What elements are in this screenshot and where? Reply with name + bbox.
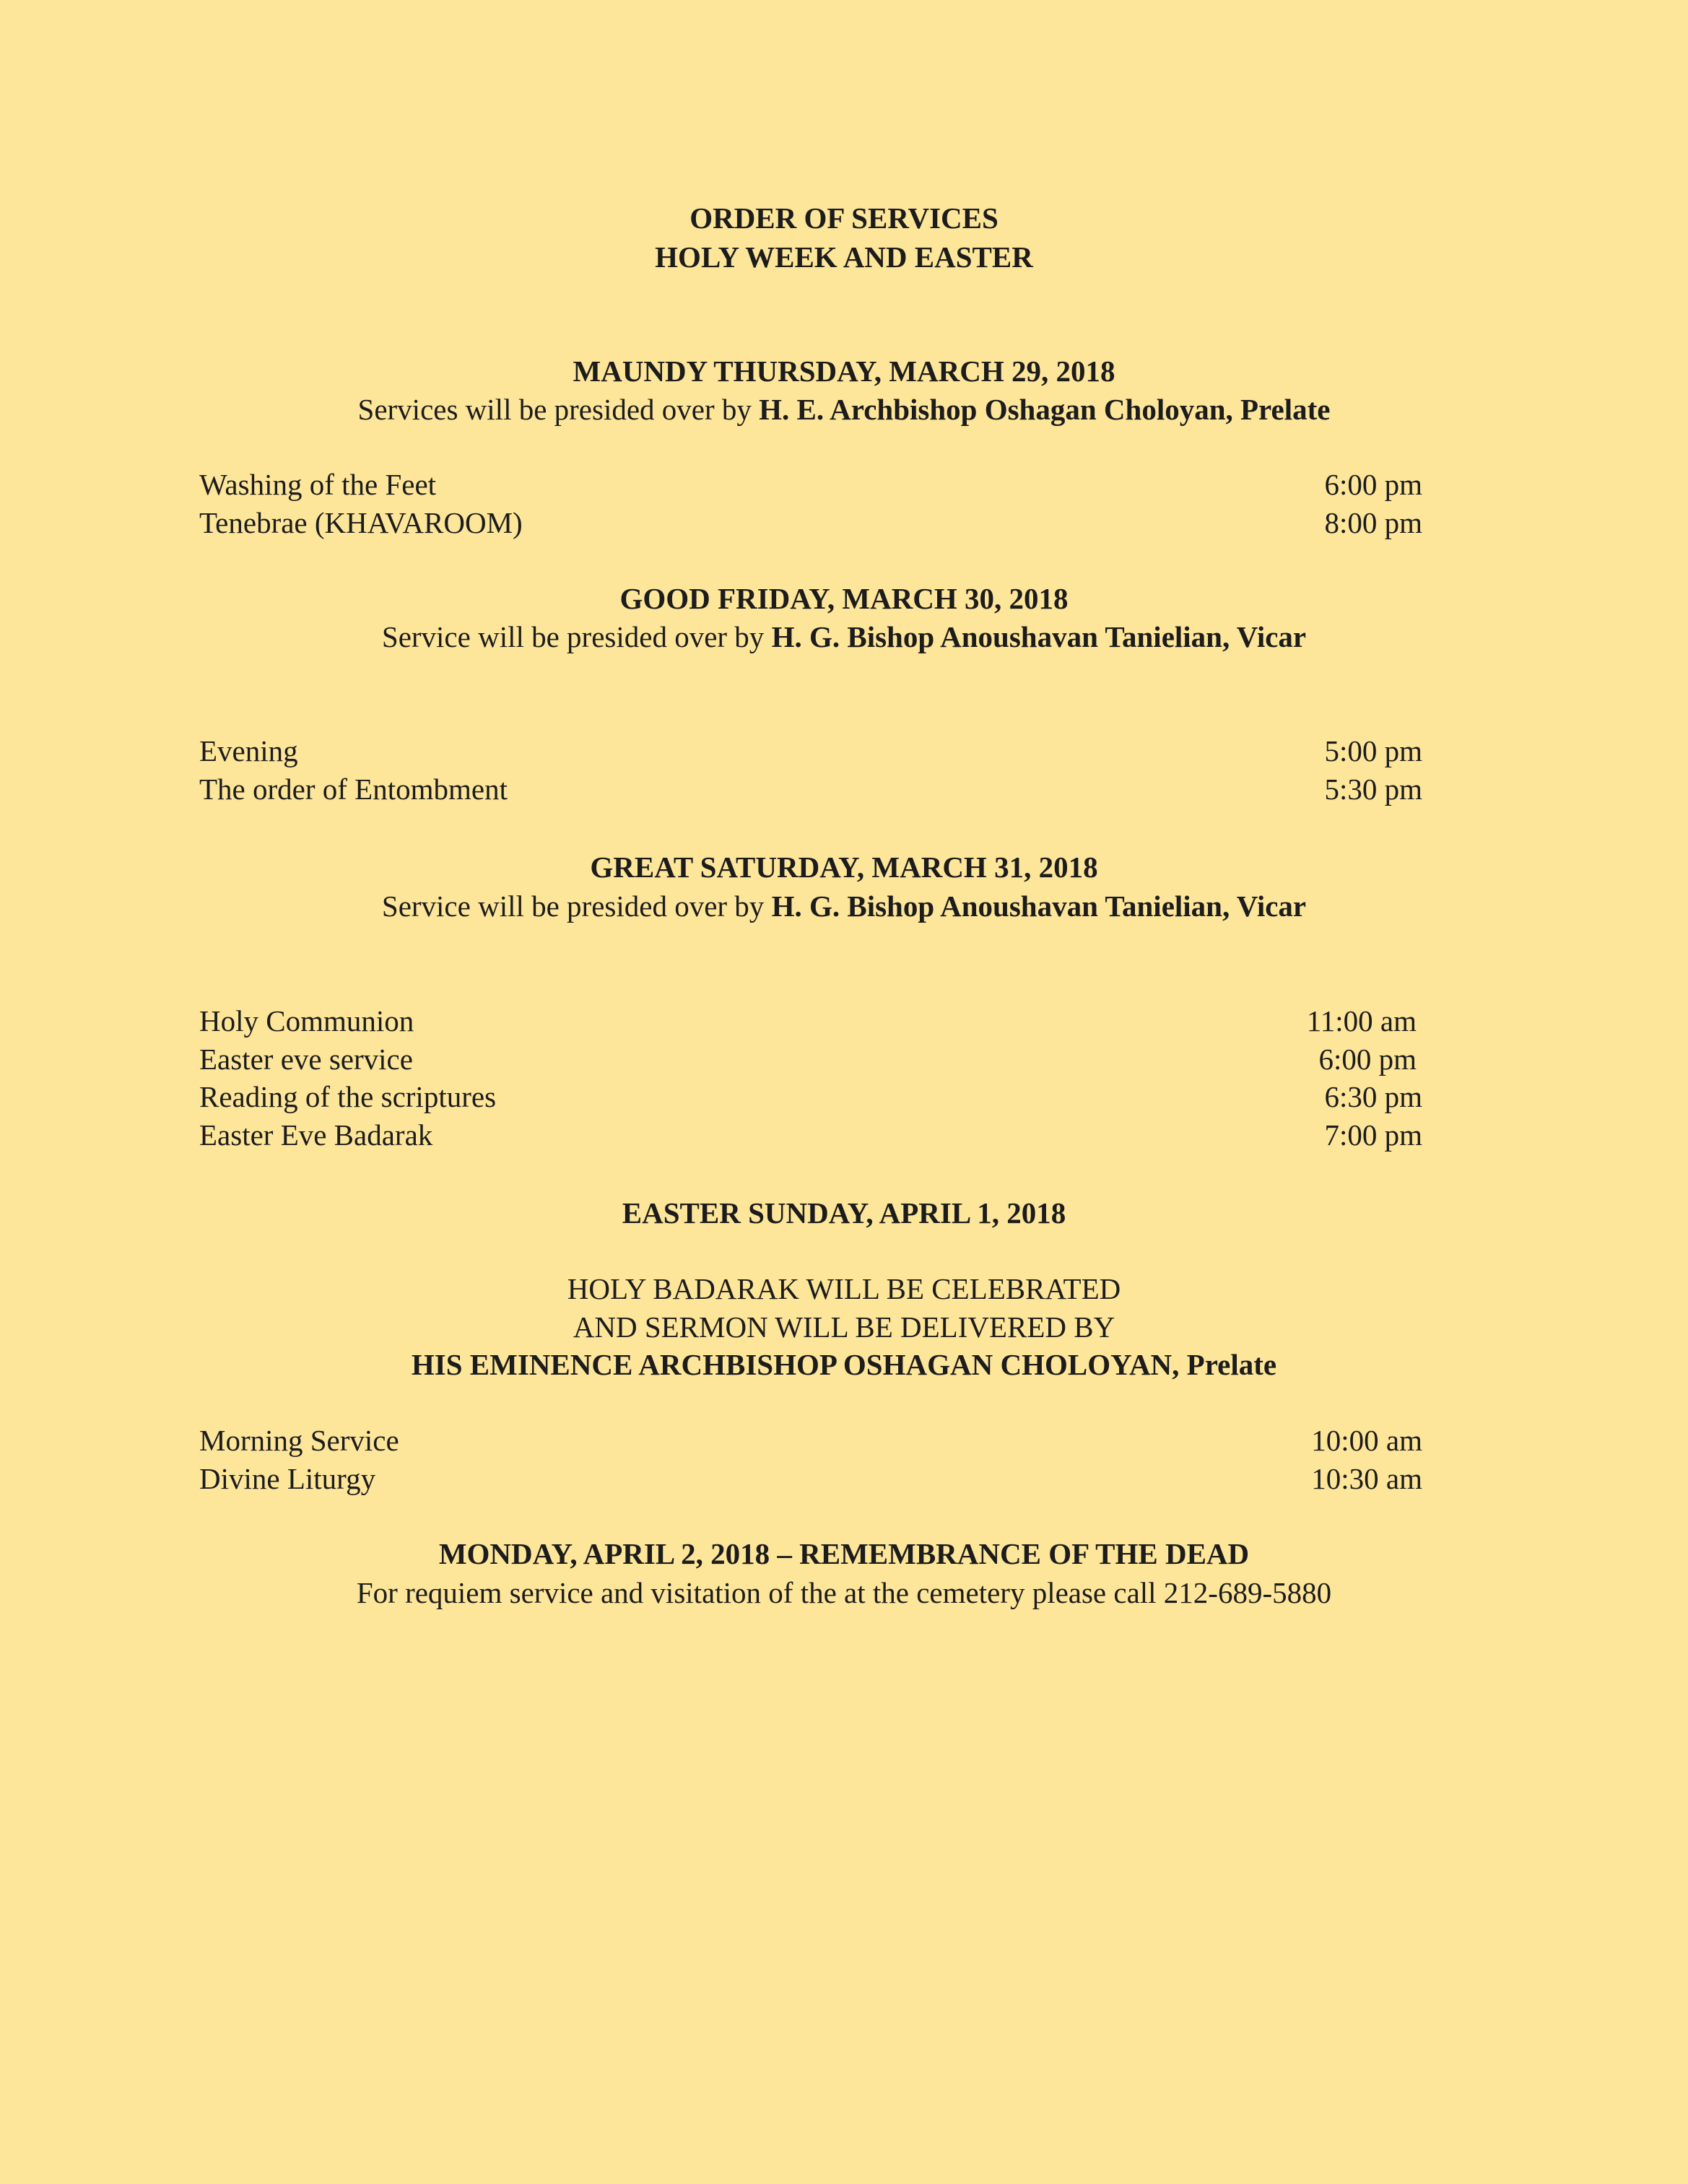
service-time: 8:00 pm (1324, 506, 1422, 539)
service-name: Tenebrae (KHAVAROOM) (199, 506, 523, 539)
presider-name: H. G. Bishop Anoushavan Tanielian, Vicar (771, 889, 1307, 923)
presider-prefix: Services will be presided over by (357, 393, 760, 426)
service-time: 7:00 pm (1324, 1118, 1422, 1152)
service-row (199, 1002, 1422, 1040)
maundy-thursday-heading: MAUNDY THURSDAY, MARCH 29, 2018 (573, 354, 1115, 388)
service-row (199, 1078, 1422, 1115)
maundy-thursday-presider (0, 391, 1688, 428)
good-friday-presider (0, 618, 1688, 656)
document-title: ORDER OF SERVICES (689, 201, 999, 235)
monday-note: For requiem service and visitation of the at the cemetery please call 212-689-5880 (356, 1576, 1332, 1609)
service-time: 11:00 am (1306, 1004, 1417, 1037)
service-row (199, 504, 1422, 541)
service-time: 5:30 pm (1324, 773, 1422, 806)
great-saturday-heading: GREAT SATURDAY, MARCH 31, 2018 (590, 850, 1098, 884)
easter-sunday-heading: EASTER SUNDAY, APRIL 1, 2018 (622, 1196, 1066, 1230)
service-time: 10:00 am (1311, 1424, 1422, 1457)
easter-sunday-line-3: HIS EMINENCE ARCHBISHOP OSHAGAN CHOLOYAN, Prelate (411, 1348, 1277, 1381)
service-time: 6:00 pm (1324, 468, 1422, 501)
presider-name: H. G. Bishop Anoushavan Tanielian, Vicar (771, 620, 1307, 653)
service-row (199, 466, 1422, 503)
service-row (199, 1460, 1422, 1497)
presider-prefix: Service will be presided over by (381, 620, 772, 653)
service-name: Washing of the Feet (199, 468, 437, 501)
service-name: Easter Eve Badarak (199, 1118, 433, 1152)
easter-sunday-line-1: HOLY BADARAK WILL BE CELEBRATED (567, 1272, 1121, 1305)
great-saturday-presider (0, 887, 1688, 925)
service-row (199, 1040, 1422, 1078)
service-row (199, 732, 1422, 770)
presider-prefix: Service will be presided over by (381, 889, 772, 923)
good-friday-heading: GOOD FRIDAY, MARCH 30, 2018 (619, 582, 1069, 615)
document-subtitle: HOLY WEEK AND EASTER (655, 240, 1033, 274)
monday-heading: MONDAY, APRIL 2, 2018 – REMEMBRANCE OF THE DEAD (438, 1537, 1250, 1570)
service-name: Reading of the scriptures (199, 1080, 497, 1113)
service-time: 6:30 pm (1324, 1080, 1422, 1113)
service-row (199, 770, 1422, 808)
easter-sunday-line-2: AND SERMON WILL BE DELIVERED BY (573, 1310, 1115, 1344)
service-name: Holy Communion (199, 1004, 414, 1037)
service-name: The order of Entombment (199, 773, 508, 806)
service-time: 6:00 pm (1318, 1043, 1417, 1076)
service-name: Morning Service (199, 1424, 399, 1457)
service-name: Divine Liturgy (199, 1462, 376, 1495)
service-name: Easter eve service (199, 1043, 413, 1076)
service-time: 10:30 am (1311, 1462, 1422, 1495)
service-row (199, 1116, 1422, 1154)
service-time: 5:00 pm (1324, 734, 1422, 767)
service-name: Evening (199, 734, 298, 767)
presider-name: H. E. Archbishop Oshagan Choloyan, Prelate (759, 393, 1331, 426)
service-row (199, 1422, 1422, 1459)
